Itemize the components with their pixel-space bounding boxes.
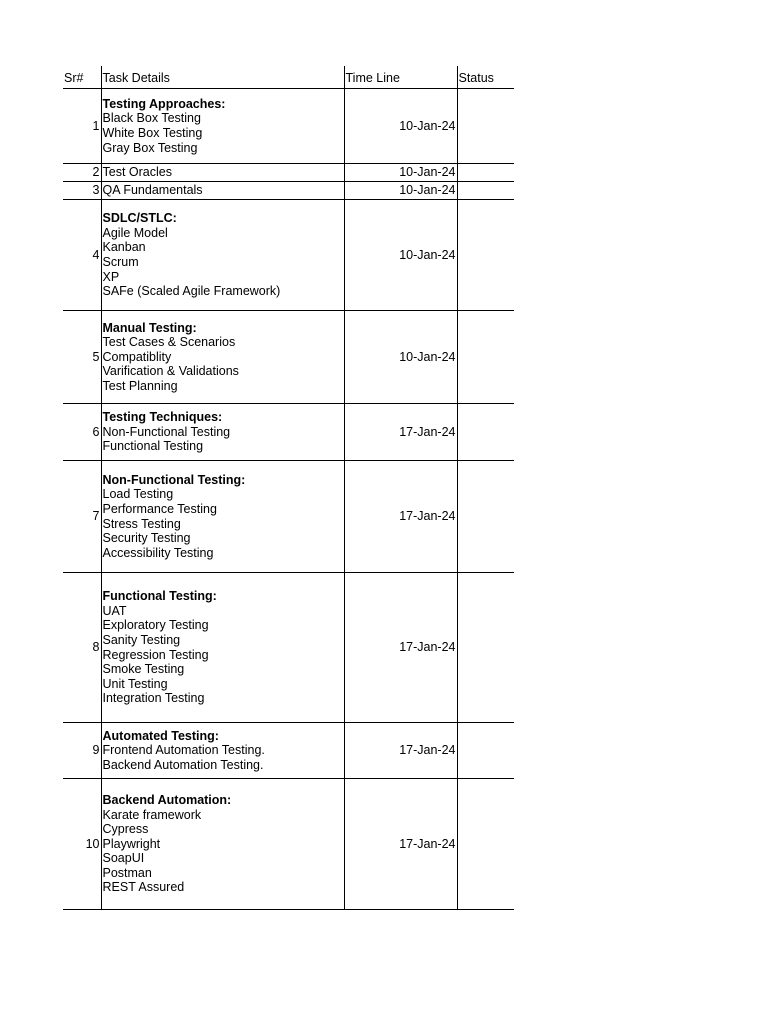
task-item: Compatiblity [102, 349, 172, 364]
task-details-cell [101, 461, 344, 573]
row-number: 1 [63, 89, 101, 164]
table-row [63, 311, 514, 404]
status-cell [457, 461, 514, 573]
status-cell [457, 723, 514, 779]
time-line-cell: 10-Jan-24 [344, 89, 457, 164]
task-heading: Testing Techniques: [102, 410, 223, 425]
task-item: Security Testing [102, 531, 191, 546]
task-item: Test Oracles [102, 165, 172, 180]
task-table [63, 66, 514, 910]
time-line-cell: 17-Jan-24 [344, 779, 457, 910]
header-sr: Sr# [63, 66, 101, 89]
task-heading: Functional Testing: [102, 589, 217, 604]
task-details-cell [101, 573, 344, 723]
table-row [63, 164, 514, 182]
task-details-cell [101, 164, 344, 182]
task-heading: SDLC/STLC: [102, 211, 177, 226]
status-cell [457, 89, 514, 164]
time-line-cell: 10-Jan-24 [344, 164, 457, 182]
table-row [63, 461, 514, 573]
status-cell [457, 164, 514, 182]
time-line-cell: 10-Jan-24 [344, 311, 457, 404]
status-cell [457, 200, 514, 311]
time-line-cell: 10-Jan-24 [344, 182, 457, 200]
task-item: UAT [102, 603, 127, 618]
status-cell [457, 779, 514, 910]
task-item: Non-Functional Testing [102, 424, 231, 439]
time-line-cell: 17-Jan-24 [344, 573, 457, 723]
task-item: SAFe (Scaled Agile Framework) [102, 284, 281, 299]
task-item: Black Box Testing [102, 111, 201, 126]
time-line-cell: 17-Jan-24 [344, 404, 457, 461]
header-time-line: Time Line [344, 66, 457, 89]
task-heading: Manual Testing: [102, 320, 197, 335]
task-item: Agile Model [102, 225, 168, 240]
task-item: Frontend Automation Testing. [102, 743, 265, 758]
task-heading: Non-Functional Testing: [102, 472, 246, 487]
task-details-cell [101, 200, 344, 311]
task-item: Stress Testing [102, 516, 181, 531]
time-line-cell: 17-Jan-24 [344, 461, 457, 573]
task-item: White Box Testing [102, 126, 203, 140]
task-details-cell [101, 311, 344, 404]
task-item: Playwright [102, 836, 161, 851]
status-cell [457, 311, 514, 404]
task-item: Cypress [102, 822, 149, 837]
task-item: Test Cases & Scenarios [102, 335, 236, 350]
task-item: Accessibility Testing [102, 545, 214, 560]
task-item: Karate framework [102, 807, 202, 822]
task-details-cell [101, 779, 344, 910]
row-number: 9 [63, 723, 101, 779]
table-row [63, 779, 514, 910]
table-row [63, 89, 514, 164]
row-number: 5 [63, 311, 101, 404]
task-item: Sanity Testing [102, 632, 181, 647]
task-heading: Backend Automation: [102, 792, 232, 807]
task-item: Test Planning [102, 378, 178, 393]
task-details-cell [101, 182, 344, 200]
table-row [63, 723, 514, 779]
task-item: Unit Testing [102, 676, 168, 691]
row-number: 7 [63, 461, 101, 573]
task-item: Postman [102, 865, 152, 880]
task-details-cell [101, 404, 344, 461]
task-item: Scrum [102, 255, 139, 269]
table-header-row [63, 66, 514, 89]
row-number: 4 [63, 200, 101, 311]
table-row [63, 182, 514, 200]
time-line-cell: 10-Jan-24 [344, 200, 457, 311]
task-heading: Automated Testing: [102, 728, 219, 743]
header-status: Status [457, 66, 514, 89]
task-item: Backend Automation Testing. [102, 757, 264, 772]
task-item: XP [102, 269, 120, 284]
task-item: REST Assured [102, 880, 185, 895]
row-number: 10 [63, 779, 101, 910]
task-item: Load Testing [102, 487, 174, 502]
row-number: 3 [63, 182, 101, 200]
task-item: Integration Testing [102, 691, 205, 706]
task-heading: Testing Approaches: [102, 96, 226, 111]
task-item: Smoke Testing [102, 662, 185, 677]
status-cell [457, 182, 514, 200]
time-line-cell: 17-Jan-24 [344, 723, 457, 779]
row-number: 6 [63, 404, 101, 461]
table-row [63, 200, 514, 311]
table-row [63, 573, 514, 723]
row-number: 8 [63, 573, 101, 723]
task-item: Gray Box Testing [102, 140, 198, 155]
task-item: QA Fundamentals [102, 183, 203, 198]
status-cell [457, 573, 514, 723]
task-sheet [63, 66, 514, 910]
task-item: Functional Testing [102, 439, 204, 454]
task-item: Regression Testing [102, 647, 209, 662]
row-number: 2 [63, 164, 101, 182]
task-item: Performance Testing [102, 501, 217, 516]
table-row [63, 404, 514, 461]
task-details-cell [101, 89, 344, 164]
status-cell [457, 404, 514, 461]
task-item: Varification & Validations [102, 364, 239, 379]
task-details-cell [101, 723, 344, 779]
task-item: SoapUI [102, 851, 145, 866]
task-item: Kanban [102, 240, 146, 255]
table-body [63, 89, 514, 910]
task-item: Exploratory Testing [102, 618, 209, 633]
header-task-details: Task Details [101, 66, 344, 89]
